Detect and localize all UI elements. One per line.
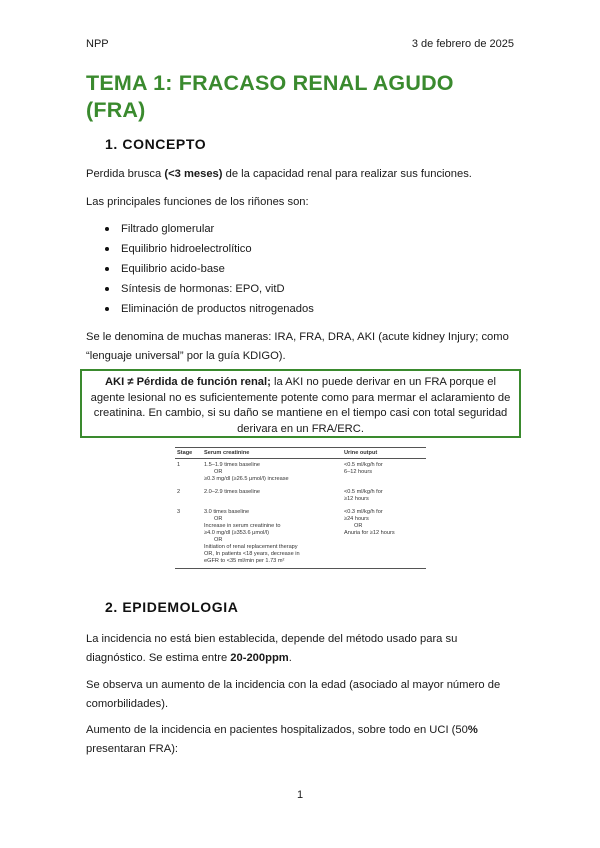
urine-cell (342, 486, 426, 506)
list-item-text: Equilibrio hidroelectrolítico (121, 243, 252, 255)
cell-line: 1.5–1.9 times baseline (204, 462, 260, 468)
names-paragraph: Se le denomina de muchas maneras: IRA, FRA, DRA, AKI (acute kidney Injury; como “lenguaje universal” por la guía KDIGO). (86, 331, 509, 362)
callout-bold: AKI ≠ Pérdida de función renal; (104, 376, 271, 388)
cell-line: ≥0.3 mg/dl (≥26.5 μmol/l) increase (204, 476, 289, 482)
list-item (105, 299, 314, 319)
list-item (105, 279, 314, 299)
creatinine-cell (202, 459, 342, 487)
cell-line: Initiation of renal replacement therapy (204, 544, 298, 550)
cell-line: ≥12 hours (344, 496, 369, 502)
header-author: NPP (86, 38, 109, 50)
definition-bold: (<3 meses) (164, 168, 223, 180)
cell-line: OR (214, 537, 223, 543)
cell-line: OR, In patients <18 years, decrease in (204, 551, 300, 557)
creatinine-cell (202, 506, 342, 569)
definition-post: de la capacidad renal para realizar sus funciones. (222, 168, 472, 180)
cell-line: OR (214, 516, 223, 522)
page-number: 1 (296, 789, 304, 801)
column-header-creatinine: Serum creatinine (202, 448, 342, 459)
list-item-text: Filtrado glomerular (121, 223, 215, 235)
cell-line: Increase in serum creatinine to (204, 523, 281, 529)
header-date: 3 de febrero de 2025 (411, 38, 514, 50)
cell-line: 3.0 times baseline (204, 509, 250, 515)
functions-list (105, 219, 314, 319)
cell-line: OR (214, 469, 223, 475)
concept-definition (86, 165, 516, 183)
table-row (175, 459, 426, 487)
stage-cell: 1 (177, 462, 181, 468)
bullet-icon (105, 287, 109, 291)
cell-line: Anuria for ≥12 hours (344, 530, 395, 536)
table-row (175, 486, 426, 506)
creatinine-cell (202, 486, 342, 506)
hospital-paragraph (86, 721, 516, 758)
incidence-bold: 20-200ppm (230, 651, 289, 664)
cell-line: 6–12 hours (344, 469, 372, 475)
cell-line: ≥24 hours (344, 516, 369, 522)
incidence-post: . (288, 651, 292, 664)
document-title: TEMA 1: FRACASO RENAL AGUDO (FRA) (86, 71, 454, 122)
cell-line: <0.5 ml/kg/h for (344, 462, 383, 468)
cell-line: <0.5 ml/kg/h for (344, 489, 383, 495)
table-header-row (175, 448, 426, 459)
section-heading-concepto: 1. CONCEPTO (105, 136, 207, 152)
aki-staging-table (175, 447, 426, 569)
aki-callout-box (80, 369, 521, 438)
section-heading-epidemiologia: 2. EPIDEMOLOGIA (105, 599, 239, 615)
age-paragraph: Se observa un aumento de la incidencia con la edad (asociado al mayor número de comorbilidades). (86, 679, 501, 710)
list-item (105, 259, 314, 279)
hospital-pre: Aumento de la incidencia en pacientes hospitalizados, sobre todo en UCI (50 (86, 724, 468, 736)
cell-line: 2.0–2.9 times baseline (204, 489, 260, 495)
incidence-paragraph (86, 630, 516, 667)
page-header (86, 38, 514, 52)
list-item (105, 219, 314, 239)
list-item (105, 239, 314, 259)
urine-cell (342, 506, 426, 569)
cell-line: ≥4.0 mg/dl (≥353.6 μmol/l) (204, 530, 270, 536)
stage-cell: 3 (175, 506, 202, 569)
cell-line: OR (354, 523, 363, 529)
list-item-text: Síntesis de hormonas: EPO, vitD (121, 283, 285, 295)
cell-line: eGFR to <35 ml/min per 1.73 m² (204, 558, 285, 564)
table-row (175, 506, 426, 569)
definition-pre: Perdida brusca (86, 168, 165, 180)
bullet-icon (105, 227, 109, 231)
bullet-icon (105, 247, 109, 251)
incidence-pre: La incidencia no está bien establecida, depende del método usado para su diagnóstico. Se estima entre (86, 633, 458, 664)
callout-text: la AKI no puede derivar en un FRA porque el agente lesional no es suficientemente potente como para mermar el aclaramiento de creatinina. En cambio, si su daño se mantiene en el tiempo casi con total seguridad derivara en un FRA/ERC. (90, 376, 511, 435)
stage-cell: 2 (177, 489, 181, 495)
column-header-stage: Stage (175, 448, 202, 459)
bullet-icon (105, 267, 109, 271)
list-item-text: Equilibrio acido-base (121, 263, 225, 275)
column-header-urine: Urine output (342, 448, 426, 459)
hospital-bold: % (467, 724, 478, 736)
hospital-post: presentaran FRA): (86, 742, 179, 755)
urine-cell (342, 459, 426, 487)
bullet-icon (105, 307, 109, 311)
list-item-text: Eliminación de productos nitrogenados (121, 303, 314, 315)
functions-intro: Las principales funciones de los riñones son: (86, 196, 309, 208)
cell-line: <0.3 ml/kg/h for (344, 509, 383, 515)
